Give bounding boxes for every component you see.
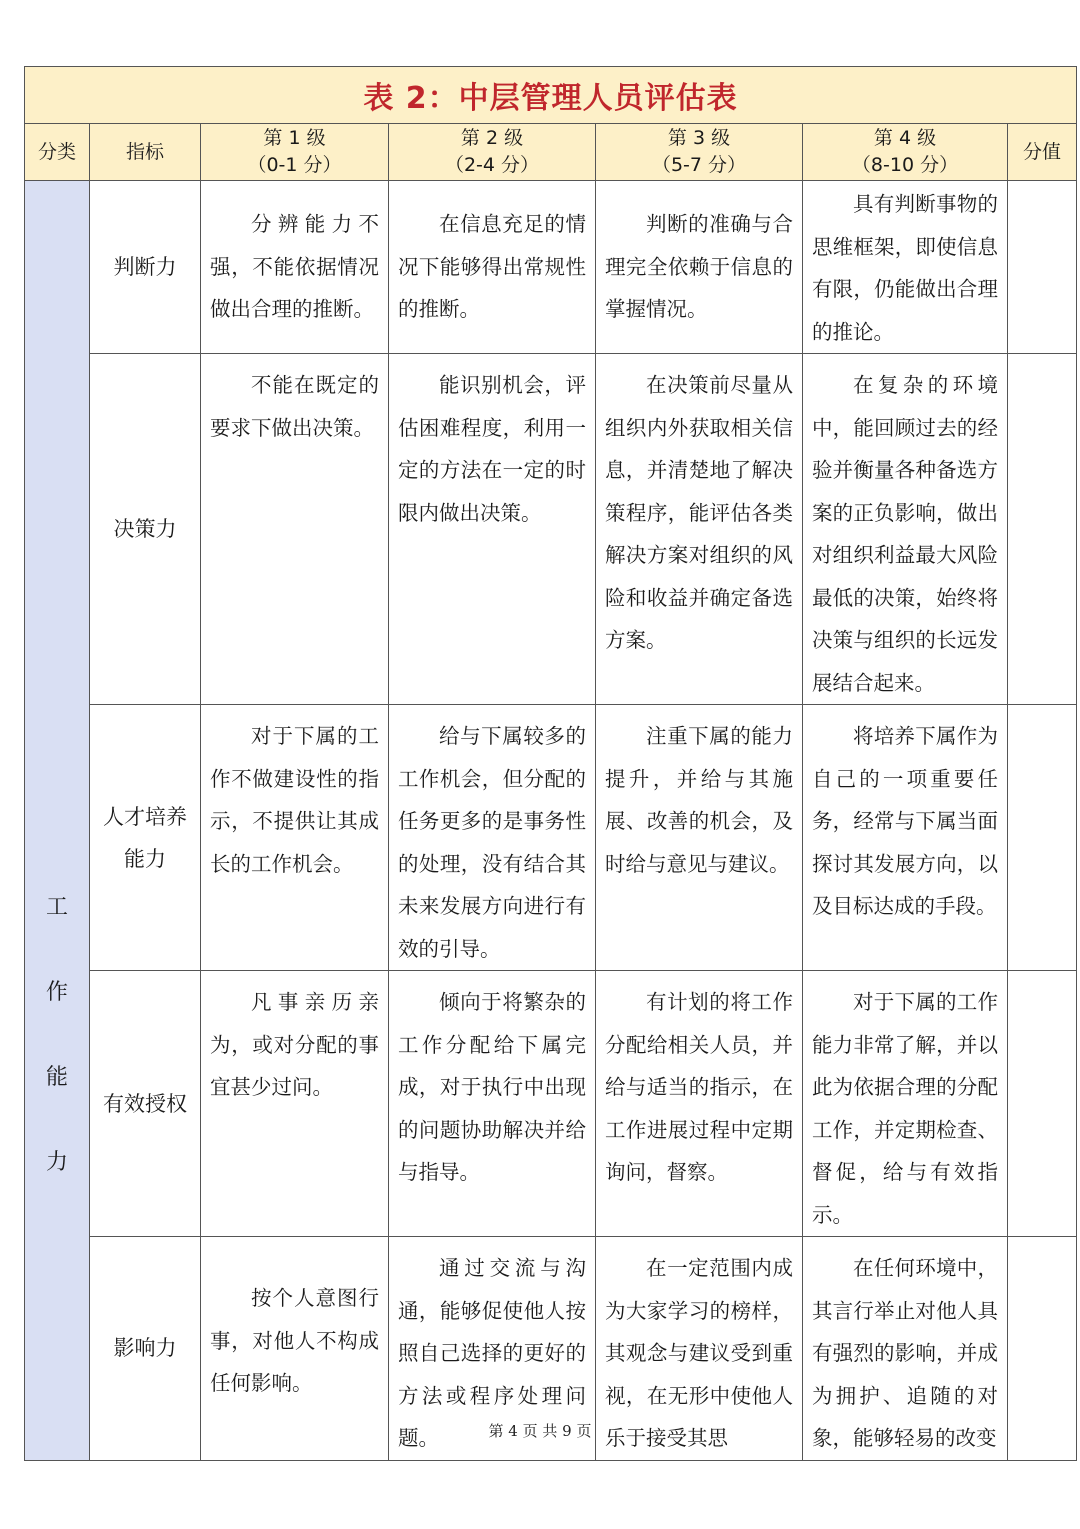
table-row (25, 354, 1077, 705)
level-2-desc: 倾向于将繁杂的工作分配给下属完成，对于执行中出现的问题协助解决并给与指导。 (389, 971, 596, 1237)
level-1-desc: 分辨能力不强，不能依据情况做出合理的推断。 (201, 181, 389, 354)
level-2-desc: 通过交流与沟通，能够促使他人按照自己选择的更好的方法或程序处理问题。 (389, 1237, 596, 1461)
level-name: 第 2 级 (460, 127, 524, 149)
table-row (25, 705, 1077, 971)
level-2-desc: 能识别机会，评估困难程度，利用一定的方法在一定的时限内做出决策。 (389, 354, 596, 705)
level-2-desc: 给与下属较多的工作机会，但分配的任务更多的是事务性的处理，没有结合其未来发展方向进行有效的引导。 (389, 705, 596, 971)
header-level-3 (596, 124, 803, 181)
level-3-desc: 判断的准确与合理完全依赖于信息的掌握情况。 (596, 181, 803, 354)
level-3-desc: 在决策前尽量从组织内外获取相关信息，并清楚地了解决策程序，能评估各类解决方案对组织的风险和收益并确定备选方案。 (596, 354, 803, 705)
evaluation-table (24, 66, 1077, 1461)
level-1-desc: 不能在既定的要求下做出决策。 (201, 354, 389, 705)
header-row (25, 124, 1077, 181)
level-name: 第 3 级 (667, 127, 731, 149)
header-level-1 (201, 124, 389, 181)
level-range: （0-1 分） (247, 154, 342, 176)
level-4-desc: 在任何环境中，其言行举止对他人具有强烈的影响，并成为拥护、追随的对象，能够轻易的改变 (803, 1237, 1008, 1461)
indicator-cell: 影响力 (90, 1237, 201, 1461)
level-name: 第 1 级 (263, 127, 326, 149)
category-char: 能 (45, 1065, 68, 1091)
category-char: 力 (45, 1150, 68, 1176)
indicator-cell: 有效授权 (90, 971, 201, 1237)
table-row (25, 971, 1077, 1237)
level-range: （8-10 分） (851, 154, 959, 176)
level-4-desc: 对于下属的工作能力非常了解，并以此为依据合理的分配工作，并定期检查、督促，给与有效指示。 (803, 971, 1008, 1237)
header-indicator: 指标 (90, 124, 201, 181)
category-cell (25, 181, 90, 1461)
level-name: 第 4 级 (873, 127, 937, 149)
indicator-cell: 判断力 (90, 181, 201, 354)
indicator-cell: 人才培养能力 (90, 705, 201, 971)
level-3-desc: 有计划的将工作分配给相关人员，并给与适当的指示，在工作进展过程中定期询问，督察。 (596, 971, 803, 1237)
level-4-desc: 将培养下属作为自己的一项重要任务，经常与下属当面探讨其发展方向，以及目标达成的手段。 (803, 705, 1008, 971)
header-score: 分值 (1008, 124, 1077, 181)
indicator-cell: 决策力 (90, 354, 201, 705)
level-4-desc: 在复杂的环境中，能回顾过去的经验并衡量各种备选方案的正负影响，做出对组织利益最大风险最低的决策，始终将决策与组织的长远发展结合起来。 (803, 354, 1008, 705)
level-2-desc: 在信息充足的情况下能够得出常规性的推断。 (389, 181, 596, 354)
level-1-desc: 对于下属的工作不做建设性的指示，不提供让其成长的工作机会。 (201, 705, 389, 971)
score-cell[interactable] (1008, 354, 1077, 705)
table-title: 表 2：中层管理人员评估表 (25, 67, 1077, 124)
level-4-desc: 具有判断事物的思维框架，即使信息有限，仍能做出合理的推论。 (803, 181, 1008, 354)
page-footer: 第 4 页 共 9 页 (488, 1422, 592, 1440)
table-row (25, 181, 1077, 354)
score-cell[interactable] (1008, 971, 1077, 1237)
evaluation-table-sheet (24, 66, 1076, 1461)
score-cell[interactable] (1008, 181, 1077, 354)
level-3-desc: 在一定范围内成为大家学习的榜样，其观念与建议受到重视，在无形中使他人乐于接受其思 (596, 1237, 803, 1461)
level-1-desc: 按个人意图行事，对他人不构成任何影响。 (201, 1237, 389, 1461)
header-level-4 (803, 124, 1008, 181)
header-level-2 (389, 124, 596, 181)
score-cell[interactable] (1008, 705, 1077, 971)
level-1-desc: 凡事亲历亲为，或对分配的事宜甚少过问。 (201, 971, 389, 1237)
level-range: （2-4 分） (444, 154, 540, 176)
level-range: （5-7 分） (651, 154, 747, 176)
category-char: 作 (45, 980, 68, 1006)
level-3-desc: 注重下属的能力提升，并给与其施展、改善的机会，及时给与意见与建议。 (596, 705, 803, 971)
header-category: 分类 (25, 124, 90, 181)
category-char: 工 (45, 895, 68, 921)
